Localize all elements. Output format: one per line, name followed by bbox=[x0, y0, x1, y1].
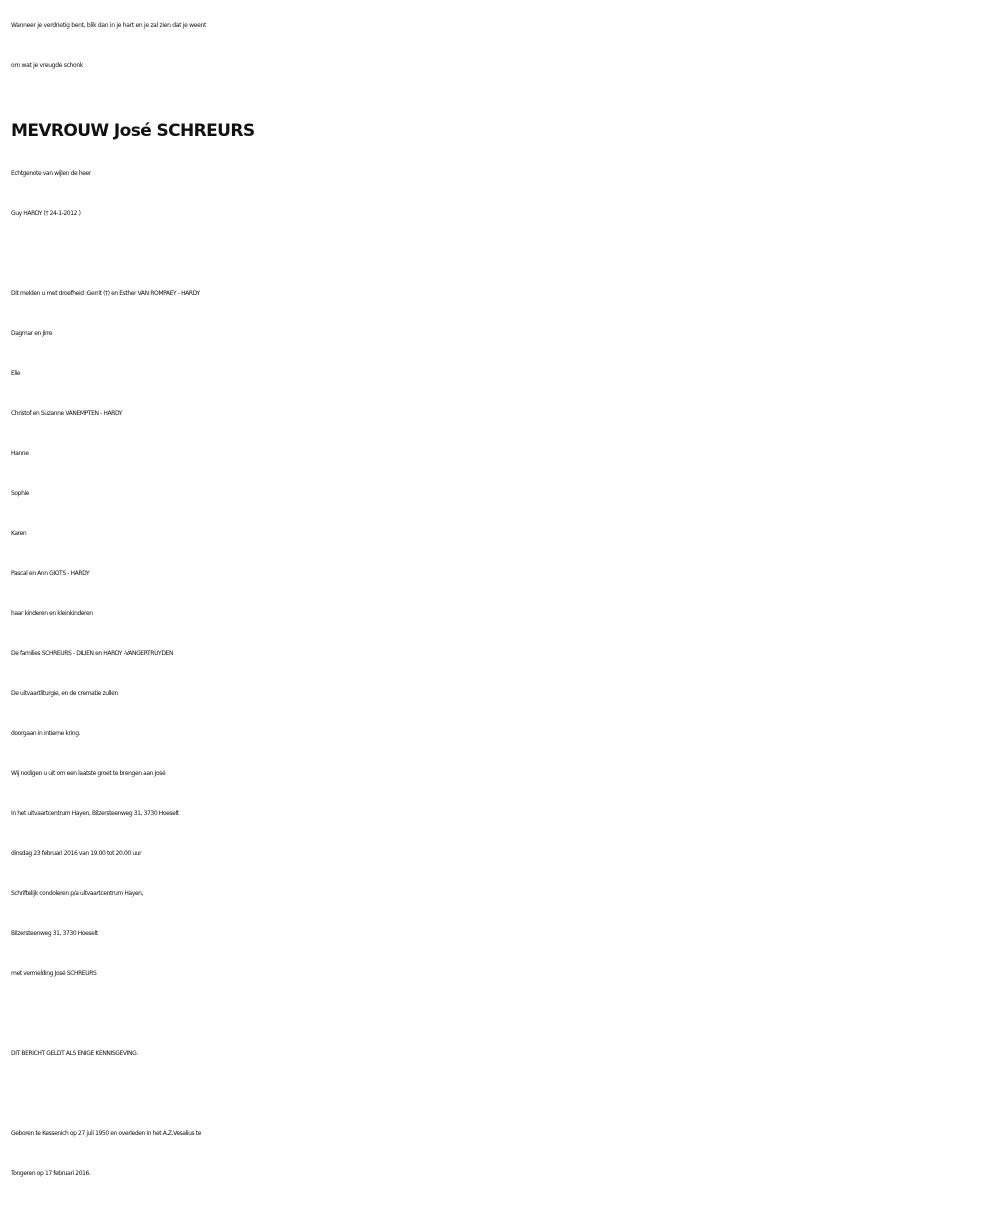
announcement-line: met vermelding José SCHREURS bbox=[11, 970, 97, 977]
announcement-line: Sophie bbox=[11, 490, 30, 497]
spacer bbox=[11, 234, 991, 274]
quote-line: om wat je vreugde schonk bbox=[11, 62, 84, 69]
deceased-block bbox=[11, 108, 991, 234]
announcement-line: Karen bbox=[11, 530, 27, 537]
announcement-line: Elie bbox=[11, 370, 21, 377]
announcement-line: De uitvaartliturgie, en de crematie zullen bbox=[11, 690, 118, 697]
announcement-line: In het uitvaartcentrum Hayen, Bilzersteenweg 31, 3730 Hoeselt bbox=[11, 810, 179, 817]
announcement-line: Dagmar en Jirre bbox=[11, 330, 53, 337]
announcement-line: haar kinderen en kleinkinderen bbox=[11, 610, 93, 617]
announcement-line: Hanne bbox=[11, 450, 29, 457]
announcement-line: Christof en Suzanne VANEMPTEN - HARDY bbox=[11, 410, 123, 417]
spacer bbox=[11, 994, 991, 1034]
announcement-line: Bilzersteenweg 31, 3730 Hoeselt bbox=[11, 930, 98, 937]
relation-line: Echtgenote van wijlen de heer bbox=[11, 170, 91, 177]
birth-death-line: Geboren te Kessenich op 27 juli 1950 en overleden in het A.Z.Vesalius te bbox=[11, 1130, 202, 1137]
announcement-line: dinsdag 23 februari 2016 van 19.00 tot 20.00 uur bbox=[11, 850, 142, 857]
quote-line: Wanneer je verdrietig bent, blik dan in je hart en je zal zien dat je weent bbox=[11, 22, 207, 29]
announcement-line: Schriftelijk condoleren p/a uitvaartcentrum Hayen, bbox=[11, 890, 144, 897]
birth-death-block bbox=[11, 1114, 991, 1194]
announcement-block bbox=[11, 274, 991, 994]
announcement-line: Wij nodigen u uit om een laatste groet te brengen aan José bbox=[11, 770, 166, 777]
announcement-line: Pascal en Ann GIOTS - HARDY bbox=[11, 570, 90, 577]
birth-death-line: Tongeren op 17 februari 2016. bbox=[11, 1170, 91, 1177]
announcement-line: De families SCHREURS - DILIEN en HARDY -VANGERTRUYDEN bbox=[11, 650, 174, 657]
obituary-document bbox=[11, 6, 991, 1194]
announcement-line: Dit melden u met droefheid :Gerrit (†) en Esther VAN ROMPAEY - HARDY bbox=[11, 290, 200, 297]
spacer bbox=[11, 1074, 991, 1114]
announcement-line: doorgaan in intieme kring. bbox=[11, 730, 81, 737]
relation-line: Guy HARDY († 24-1-2012 ) bbox=[11, 210, 81, 217]
sole-notice: DIT BERICHT GELDT ALS ENIGE KENNISGEVING. bbox=[11, 1050, 138, 1057]
deceased-name: MEVROUW José SCHREURS bbox=[11, 121, 255, 141]
opening-quote bbox=[11, 6, 991, 86]
